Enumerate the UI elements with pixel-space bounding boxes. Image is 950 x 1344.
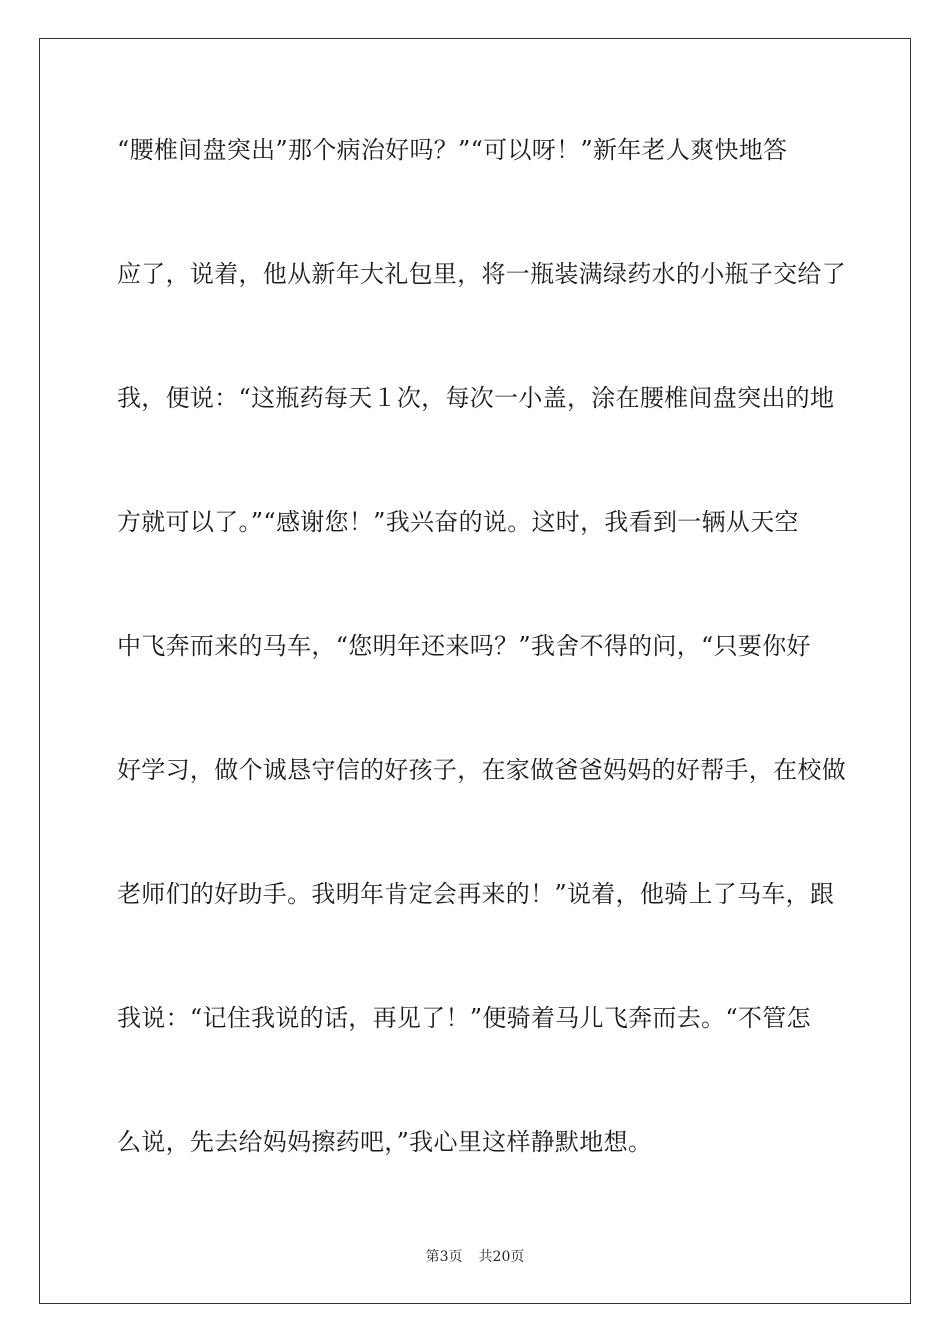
page-border — [39, 38, 911, 1304]
body-line-1: “腰椎间盘突出”那个病治好吗？”“可以呀！”新年老人爽快地答 — [117, 136, 788, 164]
body-line-2: 应了，说着，他从新年大礼包里，将一瓶装满绿药水的小瓶子交给了 — [117, 260, 846, 288]
body-line-5: 中飞奔而来的马车，“您明年还来吗？”我舍不得的问，“只要你好 — [117, 632, 811, 660]
page-total: 共20页 — [478, 1249, 525, 1265]
body-line-4: 方就可以了。”“感谢您！”我兴奋的说。这时，我看到一辆从天空 — [117, 508, 799, 536]
body-line-3: 我，便说：“这瓶药每天１次，每次一小盖，涂在腰椎间盘突出的地 — [117, 384, 835, 412]
page-number: 第3页 — [425, 1249, 463, 1265]
body-line-6: 好学习，做个诚恳守信的好孩子，在家做爸爸妈妈的好帮手，在校做 — [117, 756, 846, 784]
body-line-9: 么说，先去给妈妈擦药吧，”我心里这样静默地想。 — [117, 1128, 653, 1156]
body-line-7: 老师们的好助手。我明年肯定会再来的！”说着，他骑上了马车，跟 — [117, 880, 835, 908]
body-line-8: 我说：“记住我说的话，再见了！”便骑着马儿飞奔而去。“不管怎 — [117, 1004, 811, 1032]
page-footer — [0, 1248, 950, 1266]
